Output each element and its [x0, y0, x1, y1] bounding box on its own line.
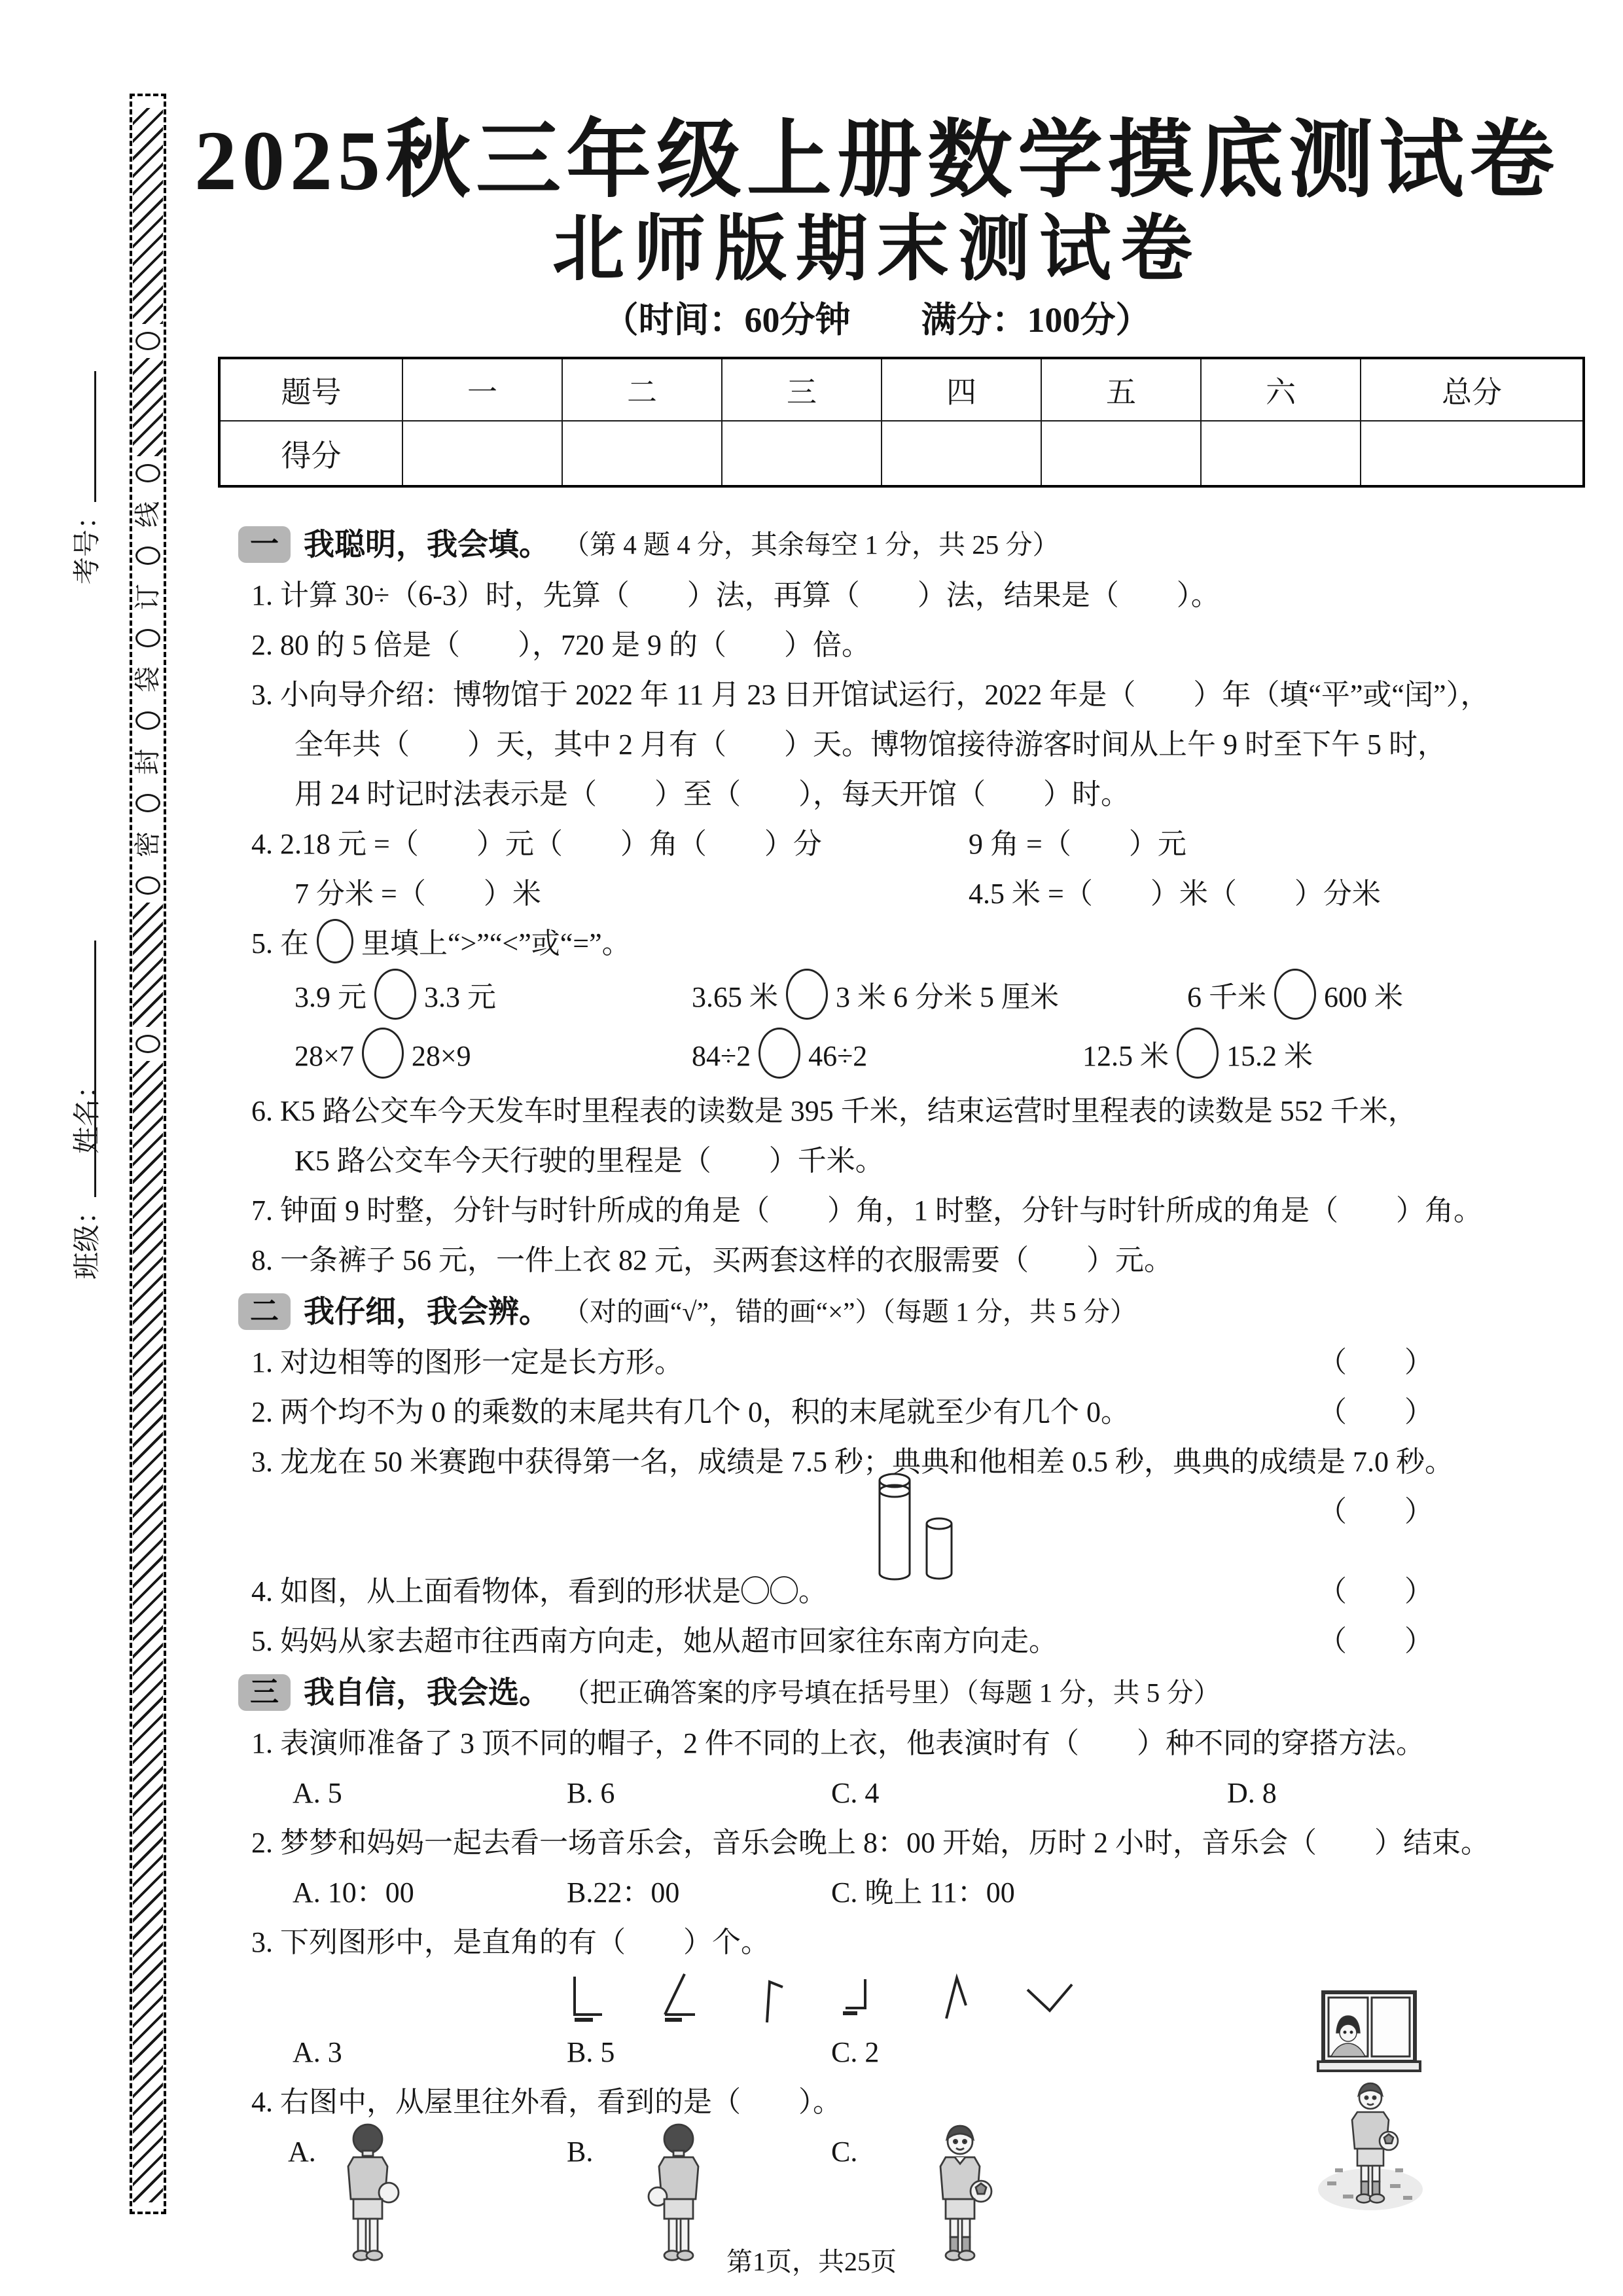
circle-blank-icon: [1177, 1028, 1219, 1079]
compare-left: 84÷2: [692, 1040, 751, 1072]
compare-right: 46÷2: [808, 1040, 868, 1072]
s1-question4-row1: [216, 819, 1575, 869]
time-score-info: （时间：60分钟 满分：100分）: [603, 300, 1151, 340]
circle-blank-icon: [1274, 969, 1316, 1020]
score-header-cell: 二: [562, 358, 722, 421]
s1-question1: 1. 计算 30÷（6-3）时，先算（ ）法，再算（ ）法，结果是（ ）。: [251, 579, 1220, 611]
compare-row-2: [216, 1028, 1575, 1086]
score-header-cell: 一: [402, 358, 562, 421]
score-header-cell: 四: [882, 358, 1041, 421]
option-b: B.: [567, 2136, 594, 2168]
compare-left: 3.65 米: [692, 981, 778, 1013]
answer-bracket: （ ）: [1318, 1575, 1433, 1607]
score-table: [218, 357, 1585, 488]
score-cell: [1201, 421, 1361, 486]
s1-question6-line1: 6. K5 路公交车今天发车时里程表的读数是 395 千米，结束运营时里程表的读数是 552 千米，: [251, 1095, 1417, 1127]
s2-question5: [251, 1617, 1575, 1666]
boy-on-grass-icon: [1317, 2082, 1424, 2212]
seal-circle-icon: [135, 547, 160, 565]
page-title: 2025秋三年级上册数学摸底测试卷: [194, 114, 1560, 208]
s2-q3-figure-row: [216, 1487, 1575, 1567]
option-a: A.: [288, 2136, 316, 2168]
score-cell: [882, 421, 1041, 486]
angle-figure-right-open: [836, 1971, 889, 2028]
compare-left: 12.5 米: [1082, 1040, 1169, 1072]
section1-title: 我聪明，我会填。: [304, 527, 550, 562]
compare-right: 15.2 米: [1226, 1040, 1313, 1072]
option-b: B. 5: [567, 2036, 615, 2068]
compare-item: [294, 969, 496, 1022]
class-blank: [75, 1066, 96, 1197]
s1-question4-row2: [216, 869, 1575, 919]
score-header-cell: 三: [722, 358, 882, 421]
angle-figure-acute: [653, 1971, 705, 2028]
score-cell: [1361, 421, 1584, 486]
s1-question5: [251, 919, 1575, 969]
seal-circle-icon: [135, 629, 160, 647]
answer-bracket: （ ）: [1318, 1496, 1433, 1528]
section1-header: [238, 518, 1575, 571]
section2-title: 我仔细，我会辨。: [304, 1294, 550, 1329]
answer-bracket: （ ）: [1318, 1396, 1433, 1428]
seal-circle-icon: [135, 464, 160, 482]
s3-question1: 1. 表演师准备了 3 顶不同的帽子，2 件不同的上衣，他表演时有（ ）种不同的穿搭方法。: [251, 1727, 1425, 1759]
circle-blank-icon: [758, 1028, 800, 1079]
compare-right: 28×9: [411, 1040, 471, 1072]
seal-circle-icon: [135, 876, 160, 895]
s2-question4: [251, 1567, 1575, 1617]
section3-note: （把正确答案的序号填在括号里）（每题 1 分，共 5 分）: [563, 1677, 1221, 1708]
s1-question3-line3: 用 24 时记时法表示是（ ）至（ ），每天开馆（ ）时。: [294, 778, 1130, 810]
window-with-boy-icon: [1317, 1990, 1421, 2076]
s1-q5-text-b: 里填上“>”“<”或“=”。: [361, 927, 631, 960]
s1-question6-line2: K5 路公交车今天行驶的里程是（ ）千米。: [294, 1145, 884, 1177]
score-header-cell: 总分: [1361, 358, 1584, 421]
compare-item: [1187, 969, 1403, 1022]
s3-q1-options: [216, 1768, 1575, 1818]
compare-row-1: [216, 969, 1575, 1028]
s3-q2-options: [216, 1868, 1575, 1918]
circle-blank-icon: [317, 919, 353, 963]
score-header-cell: 五: [1041, 358, 1201, 421]
circle-blank-icon: [374, 969, 416, 1020]
compare-left: 6 千米: [1187, 981, 1266, 1013]
option-c: C.: [831, 2136, 858, 2168]
exam-number-label: 考号：: [73, 502, 103, 585]
s1-q4-part4: 4.5 米 =（ ）米（ ）分米: [969, 878, 1381, 910]
s1-q4-part3: 7 分米 =（ ）米: [294, 878, 541, 910]
circle-blank-icon: [362, 1028, 404, 1079]
compare-item: [692, 969, 1059, 1022]
s2-q5-text: 5. 妈妈从家去超市往西南方向走，她从超市回家往东南方向走。: [251, 1625, 1058, 1657]
seal-char-secret: 密: [133, 831, 162, 857]
s2-question3: 3. 龙龙在 50 米赛跑中获得第一名，成绩是 7.5 秒；典典和他相差 0.5 秒，典典的成绩是 7.0 秒。: [251, 1446, 1454, 1478]
hatch-pattern: [133, 903, 163, 1027]
compare-item: [294, 1028, 471, 1081]
circle-blank-icon: [786, 969, 828, 1020]
option-b: B.22：00: [567, 1876, 680, 1909]
score-cell: [1041, 421, 1201, 486]
score-table-header-row: [219, 358, 1584, 421]
cylinders-figure: [874, 1471, 972, 1583]
seal-circle-icon: [135, 1035, 160, 1053]
section1-badge: 一: [238, 526, 291, 563]
option-d: D. 8: [1227, 1777, 1277, 1809]
q4-illustration: [1317, 1990, 1435, 2215]
exam-number-blank: [75, 371, 96, 502]
compare-right: 3.3 元: [424, 981, 496, 1013]
option-a: A. 5: [293, 1777, 342, 1809]
answer-bracket: （ ）: [1318, 1346, 1433, 1378]
hatch-pattern: [133, 1061, 163, 2202]
score-table-score-row: [219, 421, 1584, 486]
option-a: A. 3: [293, 2036, 342, 2068]
score-cell: [402, 421, 562, 486]
exam-number-field: [65, 327, 105, 628]
option-c: C. 2: [831, 2036, 880, 2068]
s1-q4-part2: 9 角 =（ ）元: [969, 828, 1186, 860]
section1-note: （第 4 题 4 分，其余每空 1 分，共 25 分）: [563, 529, 1060, 560]
option-c: C. 4: [831, 1777, 880, 1809]
s2-q2-text: 2. 两个均不为 0 的乘数的末尾共有几个 0，积的末尾就至少有几个 0。: [251, 1396, 1130, 1428]
compare-right: 600 米: [1324, 981, 1403, 1013]
s1-question2: 2. 80 的 5 倍是（ ），720 是 9 的（ ）倍。: [251, 629, 870, 661]
s1-q4-part1: 4. 2.18 元 =（ ）元（ ）角（ ）分: [251, 828, 822, 860]
seal-char-bag: 袋: [133, 666, 162, 692]
s1-question8: 8. 一条裤子 56 元，一件上衣 82 元，买两套这样的衣服需要（ ）元。: [251, 1244, 1173, 1276]
score-cell: [562, 421, 722, 486]
score-row-label: 得分: [219, 421, 402, 486]
seal-char-line: 线: [133, 501, 162, 528]
section2-note: （对的画“√”，错的画“×”）（每题 1 分，共 5 分）: [563, 1297, 1137, 1327]
s2-question1: [251, 1338, 1575, 1388]
seal-char-seal: 封: [133, 749, 162, 775]
option-a: A. 10：00: [293, 1876, 414, 1909]
option-c: C. 晚上 11：00: [831, 1876, 1015, 1909]
s3-question2: 2. 梦梦和妈妈一起去看一场音乐会，音乐会晚上 8：00 开始，历时 2 小时，音乐会（ ）结束。: [251, 1827, 1489, 1859]
compare-item: [692, 1028, 867, 1081]
score-cell: [722, 421, 882, 486]
s1-question3-line2: 全年共（ ）天，其中 2 月有（ ）天。博物馆接待游客时间从上午 9 时至下午 5 时，: [294, 728, 1446, 761]
s3-question4: 4. 右图中，从屋里往外看，看到的是（ ）。: [251, 2086, 842, 2118]
compare-left: 28×7: [294, 1040, 354, 1072]
class-label: 班级：: [73, 1197, 103, 1280]
student-name-label: 姓名：: [73, 1071, 103, 1155]
s2-q4-text: 4. 如图，从上面看物体，看到的形状是◯◯。: [251, 1575, 827, 1607]
compare-item: [1082, 1028, 1313, 1081]
s1-q5-text-a: 5. 在: [251, 927, 309, 960]
class-field: [65, 1022, 105, 1323]
angle-figure-wide-v: [1020, 1971, 1079, 2028]
section2-header: [238, 1285, 1575, 1338]
angle-figure-obtuse: [745, 1971, 797, 2028]
page-subtitle: 北师版期末测试卷: [552, 209, 1202, 289]
section3-header: [238, 1666, 1575, 1719]
s3-question3: 3. 下列图形中，是直角的有（ ）个。: [251, 1926, 770, 1958]
score-header-cell: 六: [1201, 358, 1361, 421]
seal-binding-strip: [130, 94, 166, 2214]
angle-figure-right: [562, 1971, 614, 2028]
seal-circle-icon: [135, 711, 160, 730]
score-header-cell: 题号: [219, 358, 402, 421]
s2-question2: [251, 1388, 1575, 1437]
section3-badge: 三: [238, 1674, 291, 1711]
section2-badge: 二: [238, 1293, 291, 1330]
angle-figure-peak: [928, 1971, 980, 2028]
seal-char-bind: 订: [133, 584, 162, 610]
compare-right: 3 米 6 分米 5 厘米: [836, 981, 1059, 1013]
answer-bracket: （ ）: [1318, 1625, 1433, 1657]
s1-question3-line1: 3. 小向导介绍：博物馆于 2022 年 11 月 23 日开馆试运行，2022 年是（ ）年（填“平”或“闰”），: [251, 679, 1489, 711]
s2-q1-text: 1. 对边相等的图形一定是长方形。: [251, 1346, 683, 1378]
page-number: 第1页，共25页: [726, 2247, 897, 2276]
s1-question7: 7. 钟面 9 时整，分针与时针所成的角是（ ）角，1 时整，分针与时针所成的角是（ ）角。: [251, 1194, 1482, 1227]
option-b: B. 6: [567, 1777, 615, 1809]
hatch-pattern: [133, 358, 163, 456]
section3-title: 我自信，我会选。: [304, 1675, 550, 1710]
compare-left: 3.9 元: [294, 981, 366, 1013]
seal-circle-icon: [135, 794, 160, 812]
